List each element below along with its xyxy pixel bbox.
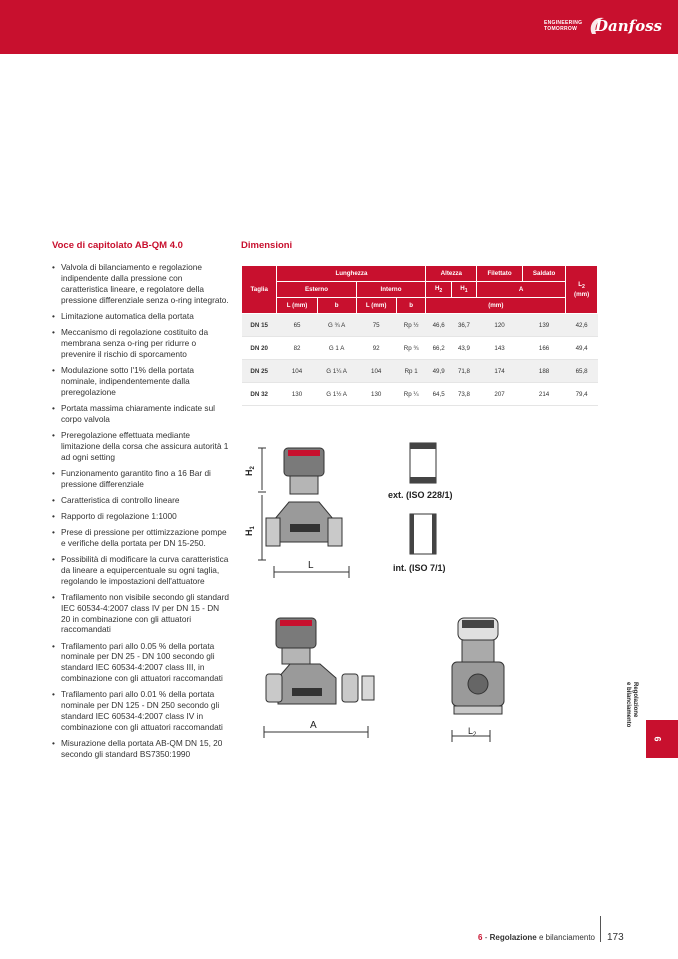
label-l2: $L_2$ — [468, 726, 477, 738]
col-header: b — [396, 298, 426, 314]
col-header: Filettato — [477, 266, 523, 282]
int-caption: int. (ISO 7/1) — [393, 563, 446, 573]
chapter-number: 6 — [652, 736, 663, 742]
list-item: • Limitazione automatica della portata — [52, 311, 230, 322]
list-item: • Caratteristica di controllo lineare — [52, 495, 230, 506]
col-header: $L_2$ (mm) — [566, 266, 598, 314]
ext-caption: ext. (ISO 228/1) — [388, 490, 453, 500]
col-header: (mm) — [426, 298, 566, 314]
col-header: Taglia — [242, 266, 277, 314]
list-item: • Funzionamento garantito fino a 16 Bar di pressione differenziale — [52, 468, 230, 490]
label-h2: $H_2$ — [244, 466, 256, 476]
table-row: DN 32 130 G 1½ A 130 Rp ¼ 64,5 73,8 207 214 79,4 — [242, 383, 598, 406]
label-h1: $H_1$ — [244, 526, 256, 536]
list-item: • Trafilamento non visibile secondo gli standard IEC 60534-4:2007 class IV per DN 15 - DN 20 in combinazione con gli attuatori raccomandati — [52, 592, 230, 636]
valve-side-drawing — [244, 440, 374, 580]
list-item: • Rapporto di regolazione 1:1000 — [52, 511, 230, 522]
col-header: L (mm) — [277, 298, 317, 314]
list-item: • Prese di pressione per ottimizzazione pompe e verifiche della portata per DN 15-250. — [52, 527, 230, 549]
col-header: L (mm) — [356, 298, 396, 314]
list-item: • Preregolazione effettuata mediante limitazione della corsa che assicura autorità 1 ad ogni setting — [52, 430, 230, 463]
valve-front-drawing — [250, 612, 385, 747]
label-l: L — [308, 560, 314, 571]
col-header: A — [477, 282, 566, 298]
valve-end-drawing — [440, 612, 520, 747]
list-item: • Trafilamento pari allo 0.05 % della portata nominale per DN 25 - DN 100 secondo gli standard IEC 60534-4:2007 class III, in combinazione con gli attuatori raccomandati — [52, 641, 230, 685]
list-item: • Misurazione della portata AB-QM DN 15, 20 secondo gli standard BS7350:1990 — [52, 738, 230, 760]
page-number: 173 — [607, 932, 624, 943]
table-row: DN 15 65 G ¾ A 75 Rp ½ 46,6 36,7 120 139 42,6 — [242, 314, 598, 337]
int-thread-icon — [406, 512, 442, 558]
col-header: Esterno — [277, 282, 356, 298]
spec-list — [52, 262, 230, 765]
list-item: • Trafilamento pari allo 0.01 % della portata nominale per DN 125 - DN 250 secondo gli standard IEC 60534-4:2007 class IV in combinazione con gli attuatori raccomandati — [52, 689, 230, 733]
list-item: • Meccanismo di regolazione costituito da membrana senza o-ring per ridurre o prevenire il rischio di sporcamento — [52, 327, 230, 360]
footer-divider — [600, 916, 601, 942]
dimensions-table — [241, 265, 598, 406]
spec-title: Voce di capitolato AB-QM 4.0 — [52, 240, 183, 251]
col-header: Lunghezza — [277, 266, 426, 282]
col-header: Saldato — [523, 266, 566, 282]
col-header: $H_1$ — [451, 282, 476, 298]
list-item: • Portata massima chiaramente indicate sul corpo valvola — [52, 403, 230, 425]
brand-tagline: ENGINEERING TOMORROW — [544, 20, 583, 32]
side-chapter-label: Regolazione e bilanciamento — [625, 682, 638, 728]
col-header: $H_2$ — [426, 282, 451, 298]
list-item: • Possibilità di modificare la curva caratteristica da lineare a equipercentuale su ogni taglia, regolando le impostazioni dell'attuatore — [52, 554, 230, 587]
col-header: Altezza — [426, 266, 477, 282]
ext-thread-icon — [406, 441, 442, 487]
footer-chapter: 6 - Regolazione e bilanciamento — [478, 933, 595, 942]
table-row: DN 25 104 G 1¼ A 104 Rp 1 49,9 71,8 174 188 65,8 — [242, 360, 598, 383]
list-item: • Valvola di bilanciamento e regolazione indipendente dalla pressione con caratteristica lineare, e regolatore della pressione differenziale senza o-ring integrato. — [52, 262, 230, 306]
col-header: Interno — [356, 282, 426, 298]
dimensions-title: Dimensioni — [241, 240, 293, 251]
col-header: b — [317, 298, 356, 314]
label-a: A — [310, 720, 317, 731]
logo-text: Danfoss — [595, 17, 662, 35]
list-item: • Modulazione sotto l'1% della portata nominale, indipendentemente dalla preregolazione — [52, 365, 230, 398]
table-row: DN 20 82 G 1 A 92 Rp ¾ 66,2 43,9 143 166 49,4 — [242, 337, 598, 360]
